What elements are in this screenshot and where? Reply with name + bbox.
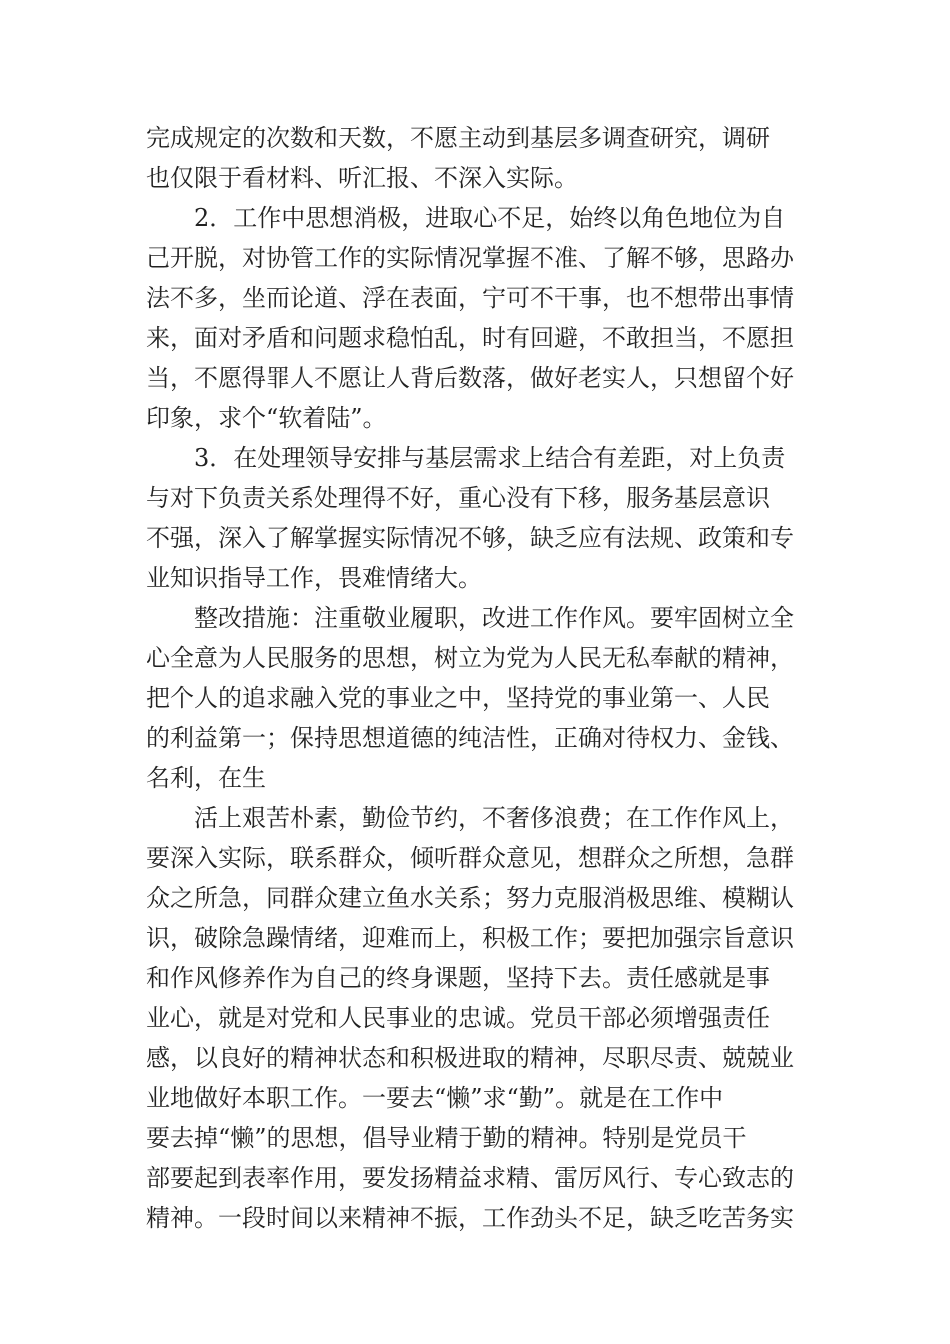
text-line: 当，不愿得罪人不愿让人背后数落，做好老实人，只想留个好 (146, 364, 794, 392)
text-line: 不强，深入了解掌握实际情况不够，缺乏应有法规、政策和专 (146, 524, 794, 552)
text-line: 来，面对矛盾和问题求稳怕乱，时有回避，不敢担当，不愿担 (146, 324, 794, 352)
text-line: 的利益第一；保持思想道德的纯洁性，正确对待权力、金钱、 (146, 724, 794, 752)
text-line: 业心，就是对党和人民事业的忠诚。党员干部必须增强责任 (146, 1004, 770, 1032)
text-line: 2．工作中思想消极，进取心不足，始终以角色地位为自 (194, 204, 786, 232)
text-line: 心全意为人民服务的思想，树立为党为人民无私奉献的精神， (146, 644, 794, 672)
text-line: 把个人的追求融入党的事业之中，坚持党的事业第一、人民 (146, 684, 770, 712)
text-line: 要深入实际，联系群众，倾听群众意见，想群众之所想，急群 (146, 844, 794, 872)
text-line: 法不多，坐而论道、浮在表面，宁可不干事，也不想带出事情 (146, 284, 794, 312)
text-line: 3．在处理领导安排与基层需求上结合有差距，对上负责 (194, 444, 786, 472)
text-line: 感，以良好的精神状态和积极进取的精神，尽职尽责、兢兢业 (146, 1044, 794, 1072)
text-line: 精神。一段时间以来精神不振，工作劲头不足，缺乏吃苦务实 (146, 1204, 794, 1232)
text-line: 印象，求个“软着陆”。 (146, 404, 387, 432)
text-line: 名利，在生 (146, 764, 266, 792)
text-line: 业知识指导工作，畏难情绪大。 (146, 564, 482, 592)
document-body (146, 118, 810, 1238)
text-line: 完成规定的次数和天数，不愿主动到基层多调查研究，调研 (146, 124, 770, 152)
text-line: 业地做好本职工作。一要去“懒”求“勤”。就是在工作中 (146, 1084, 724, 1112)
text-line: 要去掉“懒”的思想，倡导业精于勤的精神。特别是党员干 (146, 1124, 747, 1152)
text-line: 与对下负责关系处理得不好，重心没有下移，服务基层意识 (146, 484, 770, 512)
text-line: 也仅限于看材料、听汇报、不深入实际。 (146, 164, 578, 192)
text-line: 识，破除急躁情绪，迎难而上，积极工作；要把加强宗旨意识 (146, 924, 794, 952)
text-line: 部要起到表率作用，要发扬精益求精、雷厉风行、专心致志的 (146, 1164, 794, 1192)
text-line: 整改措施：注重敬业履职，改进工作作风。要牢固树立全 (194, 604, 794, 632)
text-line: 众之所急，同群众建立鱼水关系；努力克服消极思维、模糊认 (146, 884, 794, 912)
text-line: 和作风修养作为自己的终身课题，坚持下去。责任感就是事 (146, 964, 770, 992)
text-line: 活上艰苦朴素，勤俭节约，不奢侈浪费；在工作作风上， (194, 804, 794, 832)
text-line: 己开脱，对协管工作的实际情况掌握不准、了解不够，思路办 (146, 244, 794, 272)
